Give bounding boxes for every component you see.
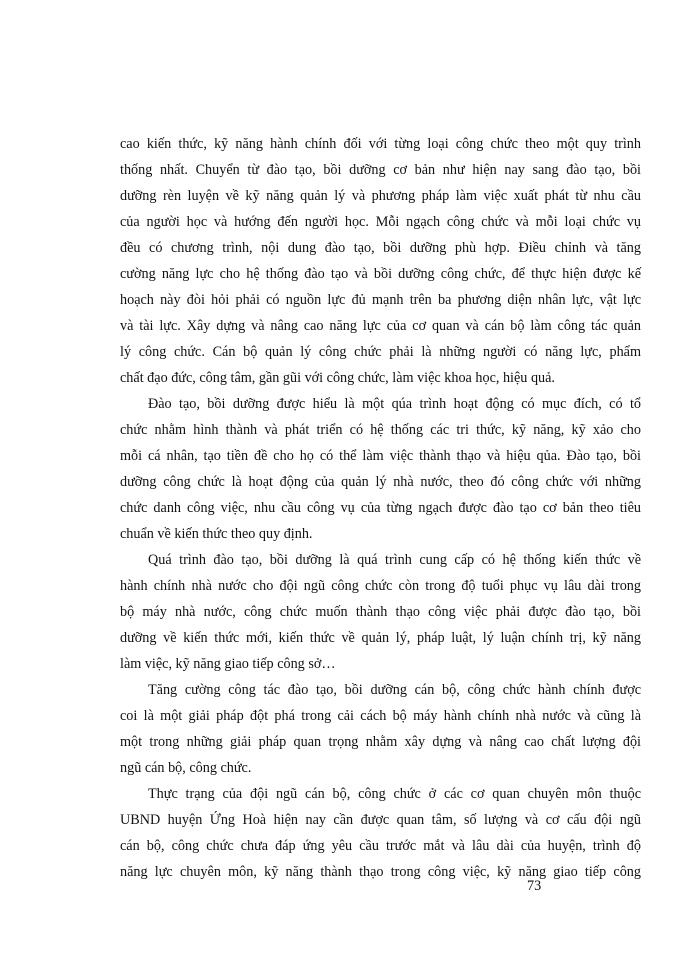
paragraph <box>120 781 641 885</box>
text-line: dưỡng rèn luyện về kỹ năng quản lý và phương pháp làm việc xuất phát từ nhu cầu <box>120 188 641 204</box>
paragraph <box>120 677 641 781</box>
text-line: của người học và hướng đến người học. Mỗi ngạch công chức và mỗi loại chức vụ <box>120 214 641 230</box>
text-line: và tài lực. Xây dựng và nâng cao năng lực của cơ quan và cán bộ làm công tác quản <box>120 318 641 334</box>
text-line: đều có chương trình, nội dung đào tạo, bồi dưỡng phù hợp. Điều chỉnh và tăng <box>120 240 641 256</box>
text-line: Đào tạo, bồi dưỡng được hiểu là một qúa trình hoạt động có mục đích, có tổ <box>148 396 641 412</box>
paragraph <box>120 391 641 547</box>
text-line: dưỡng công chức là hoạt động của quản lý nhà nước, theo đó công chức với những <box>120 474 641 490</box>
paragraph <box>120 131 641 391</box>
text-line: hành chính nhà nước cho đội ngũ công chức còn trong độ tuổi phục vụ lâu dài trong <box>120 578 641 594</box>
text-line: hoạch này đòi hỏi phải có nguồn lực đủ mạnh trên ba phương diện nhân lực, vật lực <box>120 292 641 308</box>
text-line: chất đạo đức, công tâm, gần gũi với công chức, làm việc khoa học, hiệu quả. <box>120 370 555 386</box>
text-line: một trong những giải pháp quan trọng nhằm xây dựng và nâng cao chất lượng đội <box>120 734 641 750</box>
paragraph <box>120 547 641 677</box>
text-line: bộ máy nhà nước, công chức muốn thành thạo công việc phải được đào tạo, bồi <box>120 604 641 620</box>
body-text <box>120 131 641 885</box>
text-line: cán bộ, công chức chưa đáp ứng yêu cầu trước mắt và lâu dài của huyện, trình độ <box>120 838 641 854</box>
text-line: coi là một giải pháp đột phá trong cải cách bộ máy hành chính nhà nước và cũng là <box>120 708 641 724</box>
text-line: mỗi cá nhân, tạo tiền đề cho họ có thể làm việc thành thạo và hiệu qủa. Đào tạo, bồi <box>120 448 641 464</box>
page-number: 73 <box>527 878 542 894</box>
text-line: năng lực chuyên môn, kỹ năng thành thạo trong công việc, kỹ năng giao tiếp công <box>120 864 641 880</box>
text-line: chức danh công việc, nhu cầu công vụ của từng ngạch được đào tạo cơ bản theo tiêu <box>120 500 641 516</box>
text-line: thống nhất. Chuyển từ đào tạo, bồi dưỡng cơ bản như hiện nay sang đào tạo, bồi <box>120 162 641 178</box>
text-line: lý công chức. Cán bộ quản lý công chức phải là những người có năng lực, phẩm <box>120 344 641 360</box>
text-line: dưỡng về kiến thức mới, kiến thức về quản lý, pháp luật, lý luận chính trị, kỹ năng <box>120 630 641 646</box>
text-line: làm việc, kỹ năng giao tiếp công sở… <box>120 656 336 672</box>
text-line: UBND huyện Ứng Hoà hiện nay cần được quan tâm, số lượng và cơ cấu đội ngũ <box>120 812 641 828</box>
text-line: ngũ cán bộ, công chức. <box>120 760 252 776</box>
text-line: cao kiến thức, kỹ năng hành chính đối với từng loại công chức theo một quy trình <box>120 136 641 152</box>
text-line: chuẩn về kiến thức theo quy định. <box>120 526 313 542</box>
text-line: chức nhằm hình thành và phát triển có hệ thống các tri thức, kỹ năng, kỹ xảo cho <box>120 422 641 438</box>
text-line: cường năng lực cho hệ thống đào tạo và bồi dưỡng công chức, để thực hiện được kế <box>120 266 641 282</box>
text-line: Quá trình đào tạo, bồi dưỡng là quá trình cung cấp có hệ thống kiến thức về <box>148 552 641 568</box>
text-line: Tăng cường công tác đào tạo, bồi dưỡng cán bộ, công chức hành chính được <box>148 682 641 698</box>
text-line: Thực trạng của đội ngũ cán bộ, công chức ở các cơ quan chuyên môn thuộc <box>148 786 641 802</box>
